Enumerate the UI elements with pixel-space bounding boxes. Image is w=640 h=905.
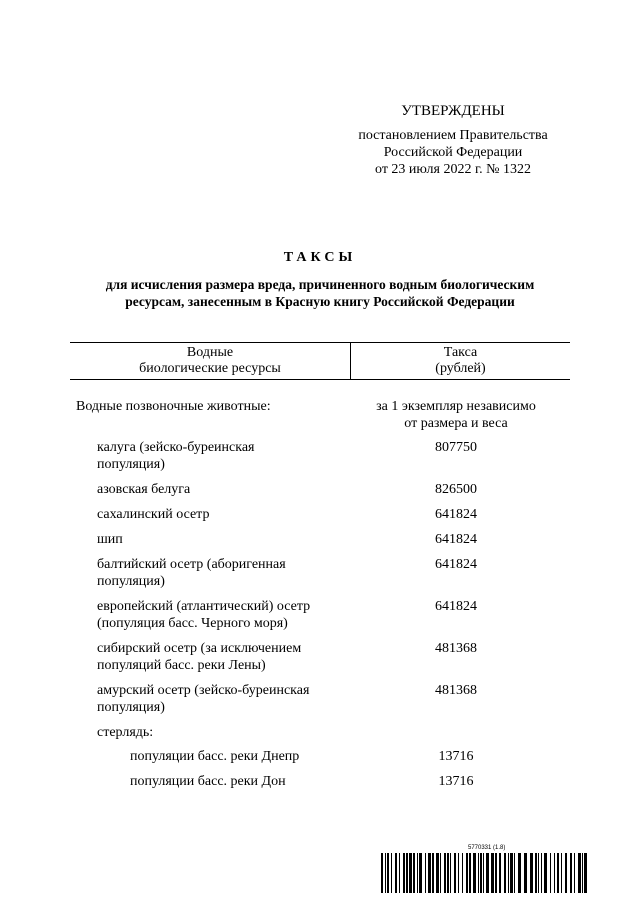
tax-value (356, 481, 556, 498)
tax-value-line: за 1 экземпляр независимо (376, 399, 536, 414)
resource-name-line: сахалинский осетр (97, 507, 210, 522)
table-row (0, 724, 640, 741)
barcode-bar (385, 853, 386, 893)
barcode-bar (570, 853, 572, 893)
table-row (0, 481, 640, 498)
table-row (0, 748, 640, 765)
barcode-bar (387, 853, 389, 893)
tax-value-line: 641824 (435, 532, 477, 547)
table-row (0, 640, 640, 674)
barcode-bar (454, 853, 456, 893)
barcode-bar (483, 853, 484, 893)
approval-line: Российской Федерации (383, 145, 523, 160)
resource-name-line: балтийский осетр (аборигенная (97, 557, 286, 572)
table-row (0, 682, 640, 716)
tax-value (356, 506, 556, 523)
tax-value (356, 682, 556, 716)
resource-name (0, 481, 356, 498)
barcode-bar (535, 853, 537, 893)
approval-line: от 23 июля 2022 г. № 1322 (375, 162, 531, 177)
barcode-bar (428, 853, 431, 893)
tax-value (356, 398, 556, 432)
barcode-bar (491, 853, 494, 893)
resource-name (0, 640, 356, 674)
barcode-bar (399, 853, 400, 893)
resource-name (0, 506, 356, 523)
table-row (0, 439, 640, 473)
approval-line: постановлением Правительства (358, 128, 548, 143)
barcode-bar (469, 853, 471, 893)
tax-value (356, 556, 556, 590)
table-header (70, 342, 570, 380)
tax-value (356, 439, 556, 473)
barcode-bar (458, 853, 459, 893)
table-row (0, 556, 640, 590)
table-row (0, 773, 640, 790)
barcode-bar (409, 853, 412, 893)
barcode-bar (417, 853, 418, 893)
resource-name (0, 398, 356, 432)
header-text: Такса (443, 345, 478, 360)
barcode-bar (541, 853, 542, 893)
tax-value-line: от размера и веса (404, 416, 508, 431)
document-subtitle (70, 276, 570, 310)
tax-value-line: 481368 (435, 683, 477, 698)
barcode-bar (518, 853, 521, 893)
resource-name-line: стерлядь: (97, 725, 154, 740)
barcode-bar (504, 853, 506, 893)
resource-name (0, 598, 356, 632)
resource-name-line: популяция) (97, 700, 165, 715)
barcode-bar (480, 853, 482, 893)
barcode-bar (447, 853, 449, 893)
table-row (0, 506, 640, 523)
table-row (0, 598, 640, 632)
barcode-bar (425, 853, 426, 893)
resource-name-line: амурский осетр (зейско-буреинская (97, 683, 310, 698)
table-body (0, 398, 640, 790)
barcode-bar (582, 853, 583, 893)
barcode-bar (550, 853, 551, 893)
resource-name (0, 439, 356, 473)
barcode-bar (557, 853, 559, 893)
barcode-bar (406, 853, 408, 893)
barcode-bar (381, 853, 383, 893)
barcode-bar (514, 853, 515, 893)
barcode-bar (538, 853, 539, 893)
header-column-resources (70, 345, 350, 377)
barcode-bar (578, 853, 581, 893)
barcode-bar (565, 853, 567, 893)
table-row (0, 398, 640, 432)
resource-name-line: популяция) (97, 457, 165, 472)
tax-value (356, 748, 556, 765)
tax-value-line: 13716 (438, 774, 474, 789)
resource-name (0, 748, 356, 765)
barcode-bar (450, 853, 451, 893)
barcode-bar (574, 853, 575, 893)
barcode-bar (419, 853, 422, 893)
subtitle-line: ресурсам, занесенным в Красную книгу Российской Федерации (125, 294, 515, 309)
resource-name-line: Водные позвоночные животные: (76, 399, 271, 414)
tax-value (356, 598, 556, 632)
tax-value-line: 13716 (438, 749, 474, 764)
tax-value (356, 724, 556, 741)
barcode-bar (436, 853, 439, 893)
barcode-bar (561, 853, 562, 893)
tax-value-line: 481368 (435, 641, 477, 656)
barcode-bar (554, 853, 555, 893)
barcode-bar (486, 853, 489, 893)
barcode-bar (495, 853, 497, 893)
resource-name (0, 724, 356, 741)
barcode-image (381, 853, 591, 893)
barcode-bar (444, 853, 446, 893)
header-text: биологические ресурсы (139, 361, 281, 376)
approval-heading: УТВЕРЖДЕНЫ (401, 103, 505, 119)
resource-name (0, 531, 356, 548)
barcode-label: 5770331 (1.8) (468, 845, 506, 851)
tax-value-line: 641824 (435, 507, 477, 522)
resource-name-line: популяция) (97, 574, 165, 589)
barcode-bar (395, 853, 397, 893)
barcode-bar (473, 853, 476, 893)
barcode-bar (530, 853, 533, 893)
subtitle-line: для исчисления размера вреда, причиненного водным биологическим (105, 277, 535, 292)
tax-value-line: 641824 (435, 557, 477, 572)
barcode-bar (413, 853, 415, 893)
resource-name-line: сибирский осетр (за исключением (97, 641, 302, 656)
header-text: Водные (186, 345, 234, 360)
barcode-bar (462, 853, 463, 893)
table-row (0, 531, 640, 548)
resource-name (0, 682, 356, 716)
barcode-bar (510, 853, 513, 893)
barcode-bar (499, 853, 501, 893)
barcode-bar (478, 853, 479, 893)
header-text: (рублей) (435, 361, 486, 376)
barcode-bar (524, 853, 527, 893)
tax-value (356, 773, 556, 790)
header-column-tax (351, 345, 570, 377)
document-title: ТАКСЫ (283, 250, 357, 265)
resource-name-line: азовская белуга (97, 482, 191, 497)
tax-value-line: 826500 (435, 482, 477, 497)
resource-name-line: (популяция басс. Черного моря) (97, 616, 288, 631)
approval-block (342, 103, 564, 178)
barcode-bar (508, 853, 509, 893)
barcode-bar (403, 853, 405, 893)
barcode-bar (466, 853, 468, 893)
resource-name (0, 773, 356, 790)
barcode-bar (440, 853, 441, 893)
barcode-bar (544, 853, 547, 893)
resource-name-line: популяции басс. реки Днепр (130, 749, 300, 764)
tax-value-line: 641824 (435, 599, 477, 614)
barcode-bar (584, 853, 587, 893)
tax-value (356, 640, 556, 674)
barcode-bar (391, 853, 392, 893)
barcode-bar (432, 853, 434, 893)
resource-name-line: популяций басс. реки Лены) (97, 658, 266, 673)
tax-value (356, 531, 556, 548)
tax-value-line: 807750 (435, 440, 477, 455)
resource-name-line: калуга (зейско-буреинская (97, 440, 255, 455)
resource-name (0, 556, 356, 590)
resource-name-line: шип (97, 532, 123, 547)
resource-name-line: европейский (атлантический) осетр (97, 599, 311, 614)
resource-name-line: популяции басс. реки Дон (130, 774, 286, 789)
